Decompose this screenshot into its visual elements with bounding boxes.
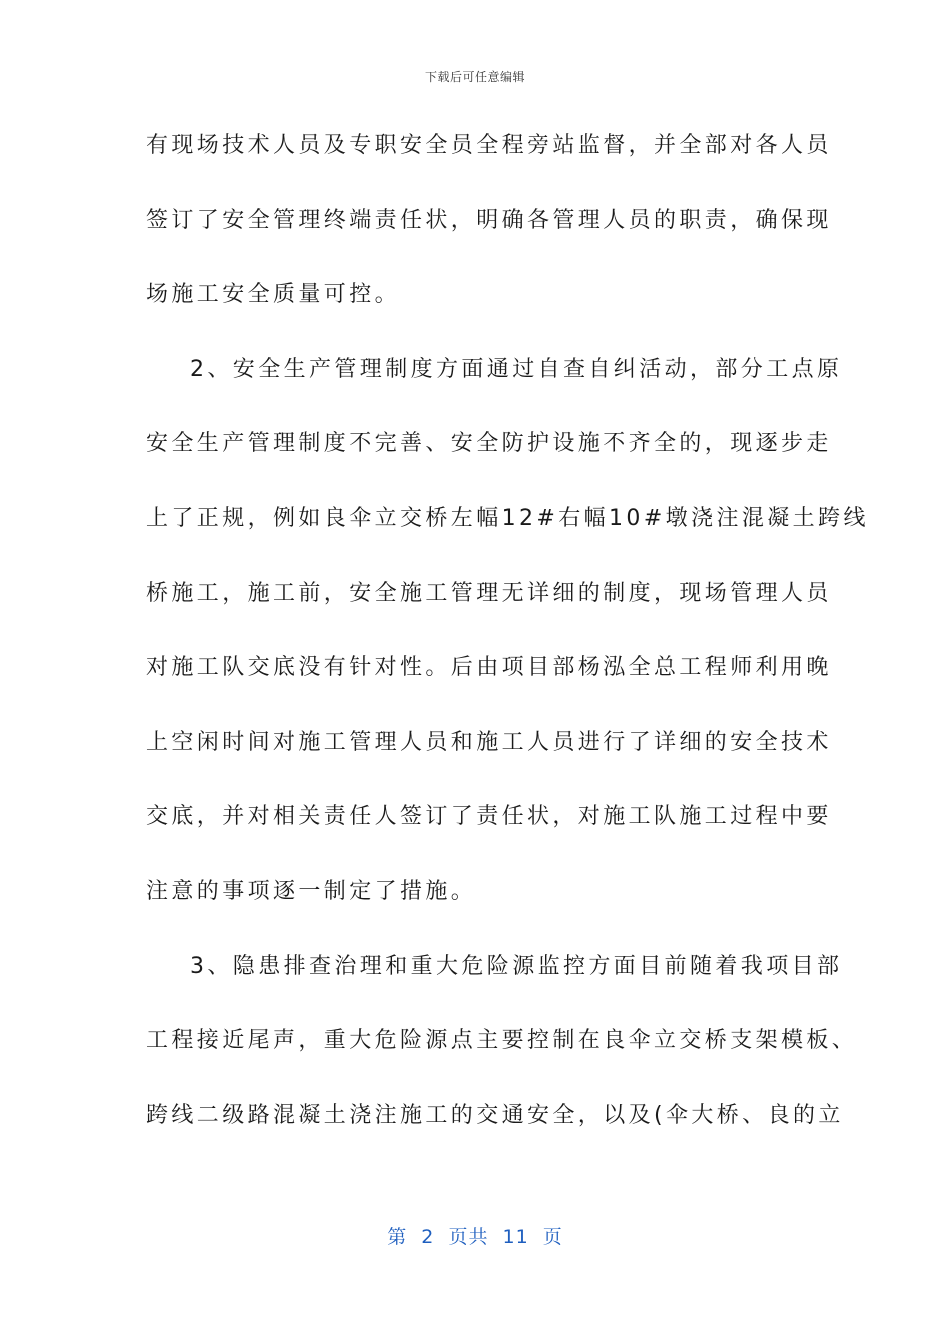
text-line-11: 注意的事项逐一制定了措施。 (146, 878, 477, 904)
document-body (146, 118, 869, 1162)
header-note: 下载后可任意编辑 (424, 70, 525, 84)
text-line-5: 安全生产管理制度不完善、安全防护设施不齐全的，现逐步走 (146, 431, 832, 457)
text-line-3: 场施工安全质量可控。 (146, 282, 401, 308)
text-line-8: 对施工队交底没有针对性。后由项目部杨泓全总工程师利用晚 (146, 655, 832, 681)
text-line-14: 跨线二级路混凝土浇注施工的交通安全，以及(伞大桥、良的立 (146, 1102, 844, 1128)
text-line-1: 有现场技术人员及专职安全员全程旁站监督，并全部对各人员 (146, 133, 832, 158)
text-line-9: 上空闲时间对施工管理人员和施工人员进行了详细的安全技术 (146, 729, 832, 755)
text-line-4: 2、安全生产管理制度方面通过自查自纠活动，部分工点原 (190, 356, 843, 382)
text-line-7: 桥施工，施工前，安全施工管理无详细的制度，现场管理人员 (146, 580, 832, 606)
text-line-13: 工程接近尾声，重大危险源点主要控制在良伞立交桥支架模板、 (146, 1028, 858, 1054)
text-line-12: 3、隐患排查治理和重大危险源监控方面目前随着我项目部 (190, 953, 843, 979)
text-line-10: 交底，并对相关责任人签订了责任状，对施工队施工过程中要 (146, 804, 832, 830)
page-number: 第 2 页共 11 页 (387, 1226, 563, 1248)
text-line-2: 签订了安全管理终端责任状，明确各管理人员的职责，确保现 (146, 207, 832, 233)
text-line-6: 上了正规，例如良伞立交桥左幅12#右幅10#墩浇注混凝土跨线 (146, 505, 869, 531)
